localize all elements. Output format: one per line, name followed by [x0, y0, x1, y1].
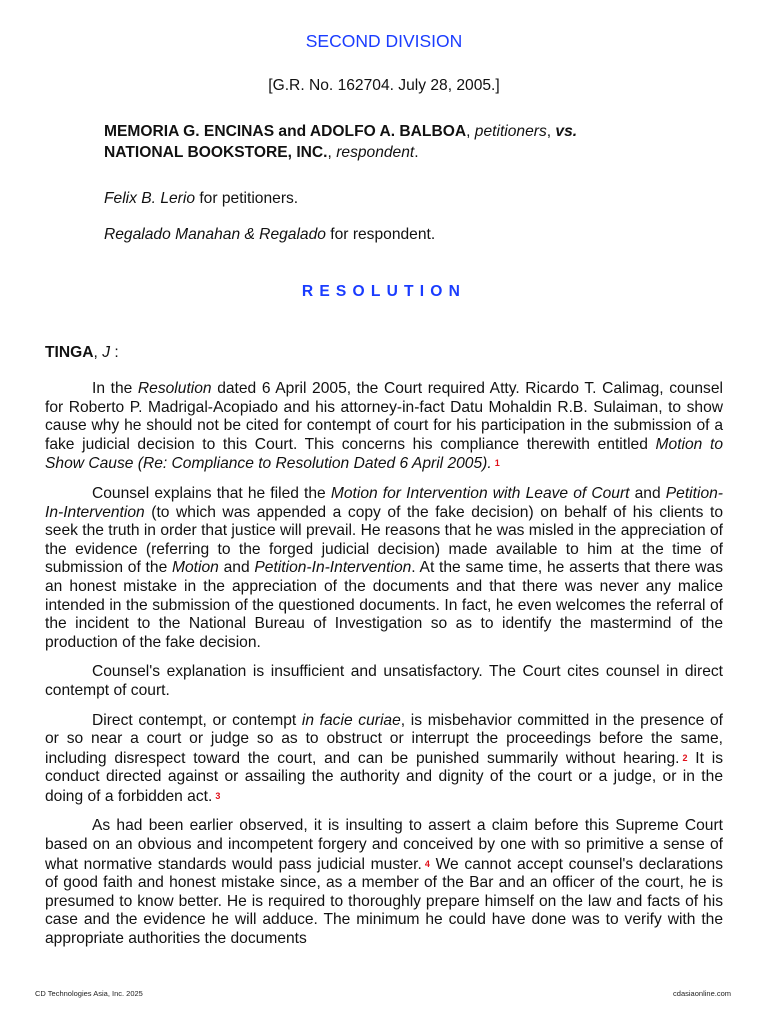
petitioners-role: petitioners — [474, 123, 547, 140]
footnote-link-2[interactable]: 2 — [682, 752, 688, 763]
text-run-italic: Motion to Show Cause (Re: Compliance to Resolution Dated 6 April 2005). — [45, 435, 723, 473]
text-run: As had been earlier observed, it is insulting to assert a claim before this Supreme Court based on an obvious and incompetent forgery and conceived by one with so primitive a sense of what normative standards would pass judicial muster. — [45, 817, 723, 873]
text-run: dated 6 April 2005, the Court required Atty. Ricardo T. Calimag, counsel for Roberto P. Madrigal-Acopiado and his attorney-in-fact Datu Mohaldin R.B. Sulaiman, to show cause why he should not be cited for contempt of court for his participation in the submission of a fake judicial decision to this Court. This concerns his compliance therewith entitled — [45, 380, 723, 453]
ponente-line — [45, 344, 119, 362]
respondent-role: respondent — [336, 144, 415, 161]
text-run: . At the same time, he asserts that there was an honest mistake in the appreciation of the documents and that there was never any malice intended in the submission of the questioned documents. In fact, he even welcomes the referral of the incident to the National Bureau of Investigation so as to identify the mastermind of the production of the fake decision. — [45, 559, 723, 651]
separator: , — [546, 123, 556, 140]
respondent-counsel-suffix: for respondent. — [325, 226, 436, 243]
text-run-italic: Petition-In-Intervention — [45, 484, 723, 521]
respondent-counsel-line — [104, 226, 435, 244]
paragraph-5 — [45, 817, 723, 948]
colon: : — [109, 344, 119, 361]
resolution-title: RESOLUTION — [301, 283, 467, 300]
respondent-counsel-name: Regalado Manahan & Regalado — [104, 226, 326, 243]
text-run: It is conduct directed against or assailing the authority and dignity of the court or a judge, or in the doing of a forbidden act. — [45, 749, 723, 805]
text-run-italic: Petition-In-Intervention — [254, 559, 412, 577]
versus-label: vs. — [555, 123, 578, 140]
footer-copyright: CD Technologies Asia, Inc. 2025 — [35, 989, 143, 998]
petitioners-counsel-suffix: for petitioners. — [195, 190, 299, 207]
petitioners-counsel-line — [104, 190, 298, 208]
text-run: , is misbehavior committed in the presence of or so near a court or judge so as to obstruct or interrupt the proceedings before the same, including disrespect toward the court, and can be punished summarily without hearing. — [45, 711, 723, 767]
text-run-italic: Resolution — [137, 380, 212, 397]
text-run-italic: in facie curiae — [301, 711, 401, 729]
resolution-body — [45, 380, 723, 960]
text-run: and — [629, 484, 666, 502]
text-run: In the — [92, 380, 138, 397]
text-run: (to which was appended a copy of the fake decision) on behalf of his clients to seek the truth in order that justice will prevail. He reasons that he was misled in the appreciation of the evidence (referring to the forged judicial decision) made available to him at the time of submission of the — [45, 503, 723, 577]
division-heading: SECOND DIVISION — [305, 31, 463, 51]
text-run: Direct contempt, or contempt — [92, 711, 302, 729]
period: . — [414, 144, 419, 161]
paragraph-1 — [45, 380, 723, 474]
text-run: and — [218, 559, 255, 577]
text-run: Counsel explains that he filed the — [92, 484, 331, 502]
case-parties — [104, 121, 724, 163]
ponente-name: TINGA — [45, 344, 94, 361]
separator: , — [327, 144, 337, 161]
paragraph-2 — [45, 485, 723, 652]
ponente-title: J — [102, 344, 110, 361]
paragraph-4 — [45, 712, 723, 807]
footer-site: cdasiaonline.com — [673, 989, 731, 998]
separator: , — [466, 123, 475, 140]
footnote-link-4[interactable]: 4 — [424, 858, 430, 869]
petitioners-counsel-name: Felix B. Lerio — [104, 190, 195, 207]
respondent-name: NATIONAL BOOKSTORE, INC. — [104, 144, 328, 161]
paragraph-3: Counsel's explanation is insufficient and unsatisfactory. The Court cites counsel in direct contempt of court. — [45, 663, 723, 699]
text-run: We cannot accept counsel's declarations of good faith and honest mistake since, as a member of the Bar and an officer of the court, he is presumed to know better. He is required to thoroughly prepare himself on the law and facts of his case and the evidence he will adduce. The minimum he could have done was to verify with the appropriate authorities the documents — [45, 855, 723, 948]
text-run-italic: Motion — [172, 559, 219, 577]
footnote-link-1[interactable]: 1 — [494, 458, 500, 469]
case-number: [G.R. No. 162704. July 28, 2005.] — [268, 77, 500, 94]
footnote-link-3[interactable]: 3 — [215, 790, 221, 801]
petitioners-names: MEMORIA G. ENCINAS and ADOLFO A. BALBOA — [104, 123, 467, 140]
text-run-italic: Motion for Intervention with Leave of Court — [330, 484, 630, 502]
separator: , — [93, 344, 103, 361]
